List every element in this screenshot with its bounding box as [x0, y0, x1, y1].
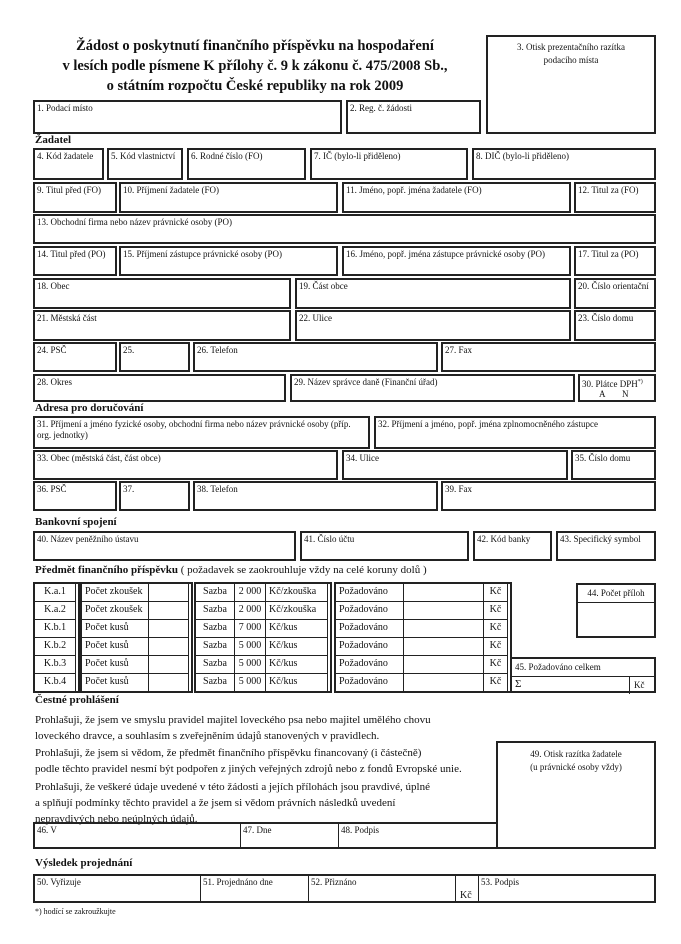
declaration-line: podle těchto pravidel nesmí být podpořen z jiných veřejných zdrojů nebo z fondů Evropské unie. [35, 763, 462, 775]
count-label: Počet kusů [81, 637, 149, 656]
priznano-currency [456, 876, 479, 901]
dph-option-n[interactable]: N [622, 389, 629, 399]
section-predmet [35, 564, 427, 576]
field-kod-zadatele[interactable] [33, 148, 104, 180]
result-row [33, 874, 656, 903]
field-label: 35. Číslo domu [575, 453, 631, 463]
field-fax[interactable] [441, 342, 656, 372]
currency-label: Kč [483, 619, 508, 638]
field-label: 16. Jméno, popř. jména zástupce právnické osoby (PO) [346, 249, 545, 259]
field-priznano[interactable] [309, 876, 456, 901]
field-label: 46. V [37, 825, 57, 835]
stamp-box-label-1: 3. Otisk prezentačního razítka [517, 42, 625, 52]
field-label: 30. Plátce DPH*) [582, 379, 643, 389]
field-label: 32. Příjmení a jméno, popř. jména zplnomocněného zástupce [378, 419, 598, 429]
field-platce-dph[interactable] [578, 374, 656, 402]
amount-input[interactable] [403, 601, 484, 620]
field-label: 41. Číslo účtu [304, 534, 355, 544]
rate-value: 2 000 [234, 601, 266, 620]
field-dic[interactable] [472, 148, 656, 180]
section-bankovni-spojeni: Bankovní spojení [35, 516, 117, 528]
field-label: 43. Specifický symbol [560, 534, 641, 544]
currency-label: Kč [629, 677, 645, 694]
field-vyrizuje[interactable] [35, 876, 201, 901]
field-obchodni-firma[interactable] [33, 214, 656, 244]
title-line-1: Žádost o poskytnutí finančního příspěvku na hospodaření [76, 38, 434, 54]
field-label: 36. PSČ [37, 484, 67, 494]
field-titul-za-fo[interactable] [574, 182, 656, 213]
currency-label: Kč [460, 890, 472, 901]
rate-value: 5 000 [234, 655, 266, 674]
declaration-1 [35, 712, 431, 744]
field-specificky-symbol[interactable] [556, 531, 656, 561]
row-code: K.a.1 [34, 583, 76, 602]
title-line-2: v lesích podle písmene K přílohy č. 9 k zákonu č. 475/2008 Sb., [62, 58, 448, 74]
field-label: 11. Jméno, popř. jména žadatele (FO) [346, 185, 482, 195]
currency-label: Kč [483, 655, 508, 674]
field-cislo-uctu[interactable] [300, 531, 469, 561]
field-label: 12. Titul za (FO) [578, 185, 639, 195]
rate-label: Sazba [195, 601, 235, 620]
field-label: 23. Číslo domu [578, 313, 634, 323]
field-kod-banky[interactable] [473, 531, 552, 561]
field-reg-cislo[interactable] [346, 100, 481, 134]
field-label: 14. Titul před (PO) [37, 249, 106, 259]
field-psc[interactable] [33, 342, 117, 372]
field-label: 33. Obec (městská část, část obce) [37, 453, 161, 463]
field-zplnomocneny-zastupce[interactable] [374, 416, 656, 449]
field-okres[interactable] [33, 374, 286, 402]
field-label: 21. Městská část [37, 313, 97, 323]
rate-label: Sazba [195, 673, 235, 692]
field-37[interactable] [119, 481, 190, 511]
count-input[interactable] [148, 583, 189, 602]
field-label: 44. Počet příloh [578, 585, 654, 603]
currency-label: Kč [483, 601, 508, 620]
field-misto-v[interactable] [35, 824, 241, 847]
field-label: 48. Podpis [341, 825, 380, 835]
field-titul-pred-fo[interactable] [33, 182, 117, 213]
count-input[interactable] [148, 673, 189, 692]
field-label: 25. [123, 345, 135, 355]
section-adresa: Adresa pro doručování [35, 402, 144, 414]
field-ulice[interactable] [295, 310, 571, 341]
field-psc-doruceni[interactable] [33, 481, 117, 511]
requested-label: Požadováno [335, 583, 404, 602]
count-label: Počet zkoušek [81, 601, 149, 620]
field-titul-za-po[interactable] [574, 246, 656, 276]
footnote: *) hodící se zakroužkujte [35, 907, 116, 916]
stamp-box-label-2: podacího místa [543, 55, 599, 65]
rate-value: 5 000 [234, 673, 266, 692]
field-obec[interactable] [33, 278, 291, 309]
rate-label: Sazba [195, 583, 235, 602]
field-label: 28. Okres [37, 377, 72, 387]
field-label: 37. [123, 484, 135, 494]
field-label: 13. Obchodní firma nebo název právnické osoby (PO) [37, 217, 232, 227]
field-cast-obce[interactable] [295, 278, 571, 309]
dph-option-a[interactable]: A [599, 389, 606, 399]
amount-input[interactable] [403, 655, 484, 674]
field-label: 5. Kód vlastnictví [111, 151, 176, 161]
field-label: 2. Reg. č. žádosti [350, 103, 412, 113]
field-label: 38. Telefon [197, 484, 238, 494]
field-jmeno-zastupce[interactable] [342, 246, 571, 276]
amount-input[interactable] [403, 583, 484, 602]
rate-label: Sazba [195, 619, 235, 638]
section-vysledek: Výsledek projednání [35, 857, 133, 869]
stamp-label-2: (u právnické osoby vždy) [530, 762, 622, 772]
count-input[interactable] [148, 619, 189, 638]
field-jmeno-zadatele[interactable] [342, 182, 571, 213]
requested-label: Požadováno [335, 637, 404, 656]
rate-value: 2 000 [234, 583, 266, 602]
field-label: 52. Přiznáno [311, 877, 357, 887]
field-podaci-misto[interactable] [33, 100, 342, 134]
field-podpis-vysledek[interactable] [479, 876, 654, 901]
field-label: 27. Fax [445, 345, 472, 355]
declaration-line: Prohlašuji, že jsem si vědom, že předmět finančního příspěvku financovaný (i částečně) [35, 747, 422, 759]
requested-label: Požadováno [335, 673, 404, 692]
count-input[interactable] [148, 655, 189, 674]
field-label: 19. Část obce [299, 281, 348, 291]
field-dne[interactable] [241, 824, 339, 847]
rate-unit: Kč/kus [265, 619, 328, 638]
declaration-line: nepravdivých nebo neúplných údajů. [35, 813, 198, 825]
count-input[interactable] [148, 601, 189, 620]
amount-input[interactable] [403, 673, 484, 692]
field-label: 47. Dne [243, 825, 272, 835]
rate-unit: Kč/kus [265, 655, 328, 674]
section-predmet-note: ( požadavek se zaokrouhluje vždy na celé koruny dolů ) [178, 564, 427, 576]
rate-value: 5 000 [234, 637, 266, 656]
row-code: K.a.2 [34, 601, 76, 620]
rate-value: 7 000 [234, 619, 266, 638]
field-fax-doruceni[interactable] [441, 481, 656, 511]
field-label: 8. DIČ (bylo-li přiděleno) [476, 151, 569, 161]
currency-label: Kč [483, 673, 508, 692]
count-label: Počet kusů [81, 673, 149, 692]
field-label: 7. IČ (bylo-li přiděleno) [314, 151, 401, 161]
field-label: 51. Projednáno dne [203, 877, 273, 887]
field-ulice-doruceni[interactable] [342, 450, 568, 480]
field-cislo-domu[interactable] [574, 310, 656, 341]
field-telefon-doruceni[interactable] [193, 481, 438, 511]
field-pocet-priloh[interactable] [576, 583, 656, 638]
declaration-line: a splňují podmínky těchto pravidel a že jsem si vědom právních následků uvedení [35, 797, 396, 809]
stamp-box-3 [486, 35, 656, 134]
field-label: 10. Příjmení žadatele (FO) [123, 185, 219, 195]
row-code: K.b.1 [34, 619, 76, 638]
field-label: 29. Název správce daně (Finanční úřad) [294, 377, 438, 387]
rate-unit: Kč/zkouška [265, 601, 328, 620]
rate-unit: Kč/zkouška [265, 583, 328, 602]
rate-unit: Kč/kus [265, 637, 328, 656]
footnote-marker: *) [637, 379, 643, 385]
field-label: 40. Název peněžního ústavu [37, 534, 139, 544]
signature-row [33, 822, 498, 849]
count-input[interactable] [148, 637, 189, 656]
field-label: 1. Podací místo [37, 103, 93, 113]
field-label: 18. Obec [37, 281, 70, 291]
rate-unit: Kč/kus [265, 673, 328, 692]
field-label: 6. Rodné číslo (FO) [191, 151, 263, 161]
currency-label: Kč [483, 637, 508, 656]
field-label: 34. Ulice [346, 453, 379, 463]
amount-input[interactable] [403, 637, 484, 656]
currency-label: Kč [483, 583, 508, 602]
declaration-3 [35, 779, 430, 827]
field-nazev-penezniho-ustavu[interactable] [33, 531, 296, 561]
field-label: 42. Kód banky [477, 534, 531, 544]
row-code: K.b.3 [34, 655, 76, 674]
field-label: 50. Vyřizuje [37, 877, 81, 887]
field-ic[interactable] [310, 148, 468, 180]
row-code: K.b.2 [34, 637, 76, 656]
section-zadatel: Žadatel [35, 134, 72, 146]
field-cislo-orientacni[interactable] [574, 278, 656, 309]
field-label: 20. Číslo orientační [578, 281, 649, 291]
field-rodne-cislo[interactable] [187, 148, 306, 180]
field-prijmeni-jmeno-fo[interactable] [33, 416, 370, 449]
field-obec-doruceni[interactable] [33, 450, 338, 480]
amount-input[interactable] [403, 619, 484, 638]
field-label: 17. Titul za (PO) [578, 249, 639, 259]
section-cestne-prohlaseni: Čestné prohlášení [35, 694, 119, 706]
declaration-line: Prohlašuji, že veškeré údaje uvedené v této žádosti a jejích přílohách jsou pravdivé, úplné [35, 781, 430, 793]
field-label: 31. Příjmení a jméno fyzické osoby, obchodní firma nebo název právnické osoby (příp. org. jednotky) [37, 419, 351, 440]
count-label: Počet kusů [81, 655, 149, 674]
field-label: 22. Ulice [299, 313, 332, 323]
count-label: Počet kusů [81, 619, 149, 638]
field-label: 26. Telefon [197, 345, 238, 355]
rate-label: Sazba [195, 637, 235, 656]
field-label: 15. Příjmení zástupce právnické osoby (PO) [123, 249, 282, 259]
count-label: Počet zkoušek [81, 583, 149, 602]
field-label: 39. Fax [445, 484, 472, 494]
rate-label: Sazba [195, 655, 235, 674]
stamp-label-1: 49. Otisk razítka žadatele [530, 749, 622, 759]
field-label: 24. PSČ [37, 345, 67, 355]
field-prijmeni-zastupce[interactable] [119, 246, 338, 276]
field-label: 9. Titul před (FO) [37, 185, 102, 195]
form-title [30, 36, 480, 96]
field-mestska-cast[interactable] [33, 310, 291, 341]
stamp-box-zadatel [496, 741, 656, 849]
title-line-3: o státním rozpočtu České republiky na rok 2009 [106, 78, 404, 94]
declaration-line: loveckého dravce, a souhlasím s zveřejněním údajů stanovených v pravidlech. [35, 730, 380, 742]
requested-label: Požadováno [335, 619, 404, 638]
field-projednano-dne[interactable] [201, 876, 309, 901]
field-label: 53. Podpis [481, 877, 520, 887]
field-titul-pred-po[interactable] [33, 246, 117, 276]
declaration-2 [35, 745, 462, 777]
field-25[interactable] [119, 342, 190, 372]
row-code: K.b.4 [34, 673, 76, 692]
field-label: 4. Kód žadatele [37, 151, 94, 161]
declaration-line: Prohlašuji, že jsem ve smyslu pravidel majitel loveckého psa nebo majitel umělého chovu [35, 714, 431, 726]
field-podpis[interactable] [339, 824, 494, 847]
section-predmet-title: Předmět finančního příspěvku [35, 564, 179, 576]
field-label: 45. Požadováno celkem [512, 659, 654, 677]
field-cislo-domu-doruceni[interactable] [571, 450, 656, 480]
requested-label: Požadováno [335, 655, 404, 674]
field-spravce-dane[interactable] [290, 374, 575, 402]
field-prijmeni-zadatele[interactable] [119, 182, 338, 213]
field-pozadovano-celkem[interactable] [510, 657, 656, 693]
field-kod-vlastnictvi[interactable] [107, 148, 183, 180]
requested-label: Požadováno [335, 601, 404, 620]
field-telefon[interactable] [193, 342, 438, 372]
sigma-symbol: Σ [515, 678, 522, 690]
